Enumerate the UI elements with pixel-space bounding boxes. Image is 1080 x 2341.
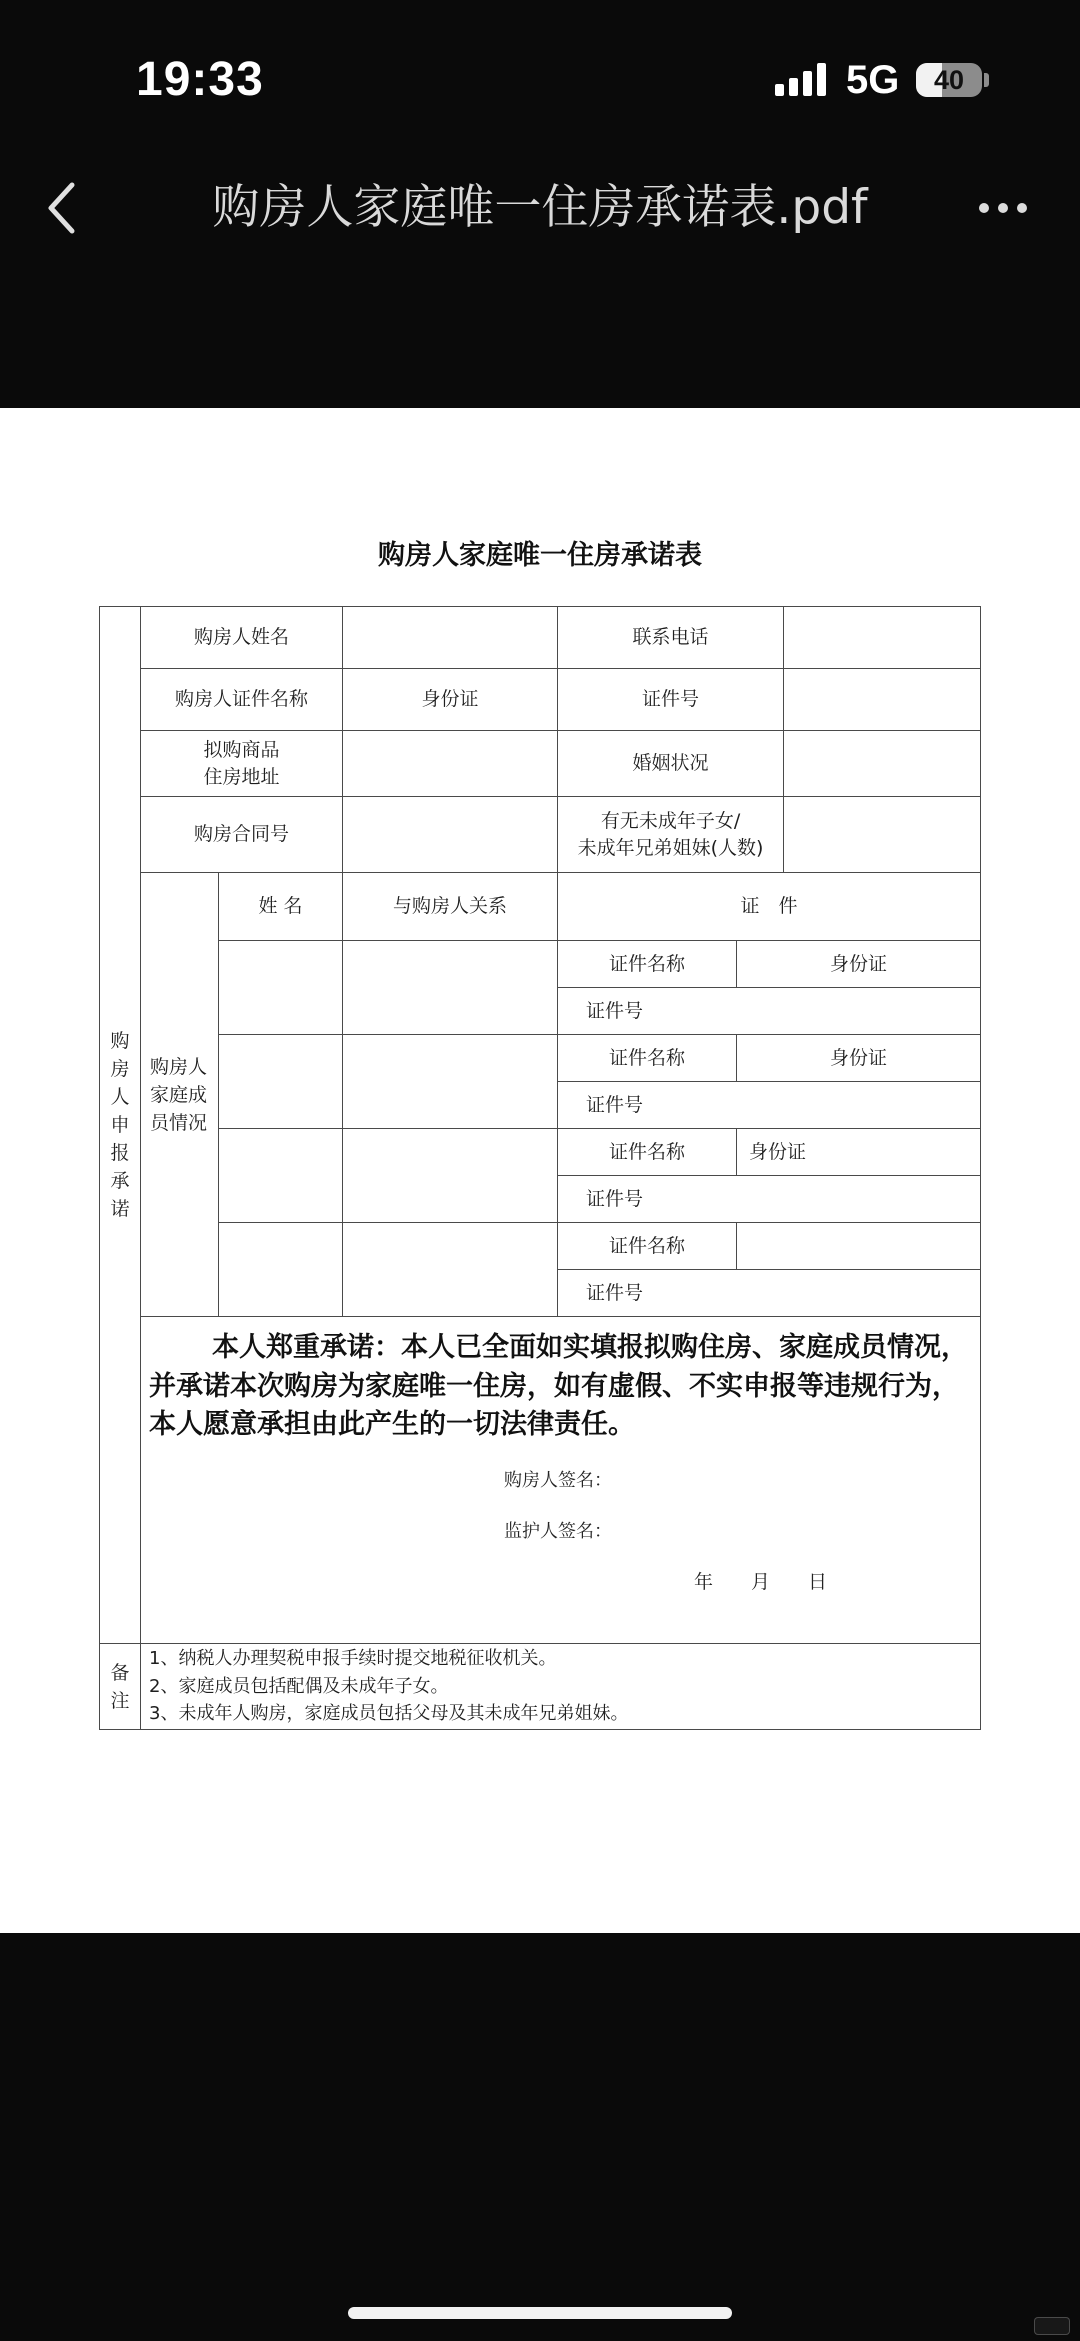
table-row xyxy=(100,1644,981,1730)
document-title: 购房人家庭唯一住房承诺表.pdf xyxy=(212,180,868,235)
col-relation-header: 与购房人关系 xyxy=(343,873,558,941)
date-line: 年 月 日 xyxy=(694,1571,828,1593)
network-type: 5G xyxy=(846,58,900,102)
address-value xyxy=(343,731,558,797)
table-row xyxy=(100,873,981,941)
chevron-left-icon xyxy=(45,181,77,235)
table-row xyxy=(100,607,981,669)
pdf-page xyxy=(0,408,1080,1933)
side-label: 购房人申报承诺 xyxy=(110,1030,130,1220)
member-name-value xyxy=(219,941,343,1035)
table-row xyxy=(100,669,981,731)
table-row xyxy=(100,797,981,873)
remarks-item: 1、纳税人办理契税申报手续时提交地税征收机关。 xyxy=(149,1648,557,1670)
nav-bar xyxy=(0,130,1080,408)
form-title: 购房人家庭唯一住房承诺表 xyxy=(378,540,702,571)
battery-icon xyxy=(916,63,982,97)
family-section-label: 购房人家庭成员情况 xyxy=(150,1055,208,1134)
col-name-header: 姓 名 xyxy=(219,873,343,941)
buyer-id-type-value: 身份证 xyxy=(343,669,558,731)
phone-value xyxy=(784,607,981,669)
member-id-type-label: 证件名称 xyxy=(558,1129,737,1176)
buyer-id-number-value xyxy=(784,669,981,731)
home-indicator[interactable] xyxy=(348,2307,732,2319)
minors-label-line: 有无未成年子女/ xyxy=(600,809,741,832)
member-name-value xyxy=(219,1223,343,1317)
minors-value xyxy=(784,797,981,873)
more-button[interactable] xyxy=(970,188,1036,228)
table-row xyxy=(100,1317,981,1644)
buyer-id-type-label: 购房人证件名称 xyxy=(141,669,343,731)
status-time: 19:33 xyxy=(136,53,264,106)
col-id-header: 证 件 xyxy=(558,873,981,941)
member-id-type-value: 身份证 xyxy=(737,1035,981,1082)
more-horizontal-icon xyxy=(1017,203,1027,213)
battery-percent: 40 xyxy=(933,65,965,95)
guardian-signature-label: 监护人签名： xyxy=(504,1521,612,1542)
member-name-value xyxy=(219,1035,343,1129)
member-relation-value xyxy=(343,1129,558,1223)
remarks-label: 备注 xyxy=(110,1661,130,1712)
remarks-item: 3、未成年人购房，家庭成员包括父母及其未成年兄弟姐妹。 xyxy=(149,1703,629,1725)
address-label xyxy=(141,731,343,797)
marital-status-value xyxy=(784,731,981,797)
battery-nub xyxy=(984,73,989,87)
member-id-type-value: 身份证 xyxy=(737,941,981,988)
table-row xyxy=(100,1035,981,1082)
family-section-label-cell xyxy=(141,873,219,1317)
member-id-type-label: 证件名称 xyxy=(558,941,737,988)
member-id-number-label: 证件号 xyxy=(558,1082,981,1129)
more-horizontal-icon xyxy=(998,203,1008,213)
phone-label: 联系电话 xyxy=(558,607,784,669)
table-row xyxy=(100,731,981,797)
buyer-signature-label: 购房人签名： xyxy=(504,1470,612,1491)
member-relation-value xyxy=(343,1223,558,1317)
marital-status-label: 婚姻状况 xyxy=(558,731,784,797)
remarks-item: 2、家庭成员包括配偶及未成年子女。 xyxy=(149,1675,449,1697)
pdf-viewport[interactable] xyxy=(0,408,1080,1933)
contract-number-value xyxy=(343,797,558,873)
address-label-line: 拟购商品 xyxy=(203,738,280,761)
commitment-statement xyxy=(149,1329,968,1445)
member-id-type-label: 证件名称 xyxy=(558,1035,737,1082)
back-button[interactable] xyxy=(36,176,86,240)
minors-label-line: 未成年兄弟姐妹(人数) xyxy=(577,836,764,859)
table-row xyxy=(100,941,981,988)
member-id-number-label: 证件号 xyxy=(558,1176,981,1223)
remarks-label-cell xyxy=(100,1644,141,1730)
commitment-line: 本人愿意承担由此产生的一切法律责任。 xyxy=(149,1409,635,1440)
watermark-badge xyxy=(1034,2317,1070,2335)
table-row xyxy=(100,1129,981,1176)
member-id-type-label: 证件名称 xyxy=(558,1223,737,1270)
member-id-number-label: 证件号 xyxy=(558,988,981,1035)
more-horizontal-icon xyxy=(979,203,989,213)
side-label-cell xyxy=(100,607,141,1644)
commitment-area xyxy=(141,1317,980,1642)
cellular-signal-icon xyxy=(775,63,826,96)
commitment-line: 并承诺本次购房为家庭唯一住房，如有虚假、不实申报等违规行为， xyxy=(149,1370,959,1402)
commitment-form-table xyxy=(99,606,981,1730)
contract-number-label: 购房合同号 xyxy=(141,797,343,873)
member-relation-value xyxy=(343,941,558,1035)
buyer-name-value xyxy=(343,607,558,669)
minors-label xyxy=(558,797,784,873)
member-id-number-label: 证件号 xyxy=(558,1270,981,1317)
table-row xyxy=(100,1223,981,1270)
member-name-value xyxy=(219,1129,343,1223)
member-id-type-value xyxy=(737,1223,981,1270)
address-label-line: 住房地址 xyxy=(203,765,280,788)
status-bar xyxy=(0,0,1080,130)
member-id-type-value: 身份证 xyxy=(737,1129,981,1176)
buyer-name-label: 购房人姓名 xyxy=(141,607,343,669)
member-relation-value xyxy=(343,1035,558,1129)
buyer-id-number-label: 证件号 xyxy=(558,669,784,731)
commitment-line: 本人郑重承诺：本人已全面如实填报拟购住房、家庭成员情况， xyxy=(212,1332,968,1363)
remarks-cell xyxy=(141,1644,981,1730)
commitment-cell xyxy=(141,1317,981,1644)
